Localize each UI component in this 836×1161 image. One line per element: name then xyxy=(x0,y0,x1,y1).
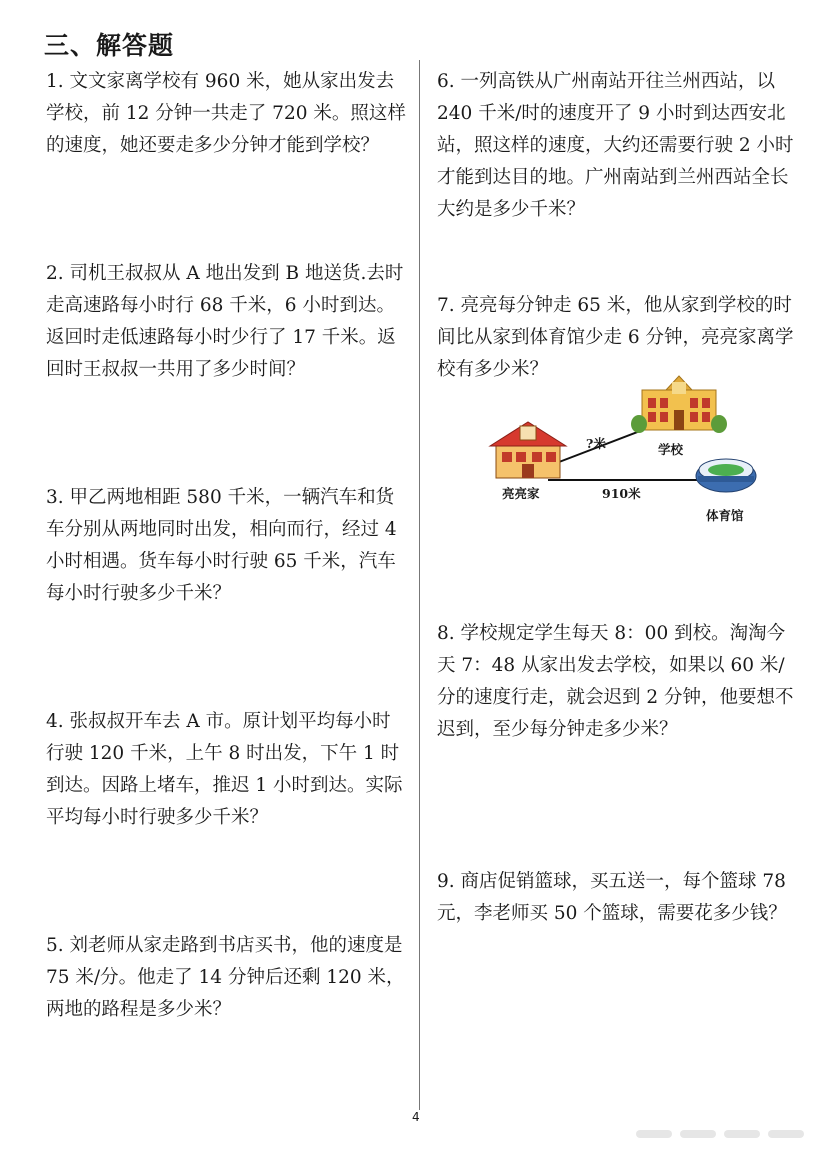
distance-diagram xyxy=(486,372,786,522)
question-2: 2. 司机王叔叔从 A 地出发到 B 地送货.去时走高速路每小时行 68 千米，6 小时到达。返回时走低速路每小时少行了 17 千米。返回时王叔叔一共用了多少时间？ xyxy=(46,263,404,380)
question-1: 1. 文文家离学校有 960 米，她从家出发去学校，前 12 分钟一共走了 720 米。照这样的速度，她还要走多少分钟才能到学校？ xyxy=(46,71,406,156)
watermark-mark xyxy=(768,1130,804,1138)
house-icon xyxy=(490,422,566,478)
question-9: 9. 商店促销篮球，买五送一，每个篮球 78 元，李老师买 50 个篮球，需要花多少钱？ xyxy=(437,871,787,924)
watermark-mark xyxy=(724,1130,760,1138)
question-3: 3. 甲乙两地相距 580 千米，一辆汽车和货车分别从两地同时出发，相向而行，经过 4 小时相遇。货车每小时行驶 65 千米，汽车每小时行驶多少千米？ xyxy=(46,487,397,604)
question-4: 4. 张叔叔开车去 A 市。原计划平均每小时行驶 120 千米，上午 8 时出发，下午 1 时到达。因路上堵车，推迟 1 小时到达。实际平均每小时行驶多少千米？ xyxy=(46,711,403,828)
stadium-icon xyxy=(696,459,756,492)
question-6: 6. 一列高铁从广州南站开往兰州西站，以 240 千米/时的速度开了 9 小时到达西安北站，照这样的速度，大约还需要行驶 2 小时才能到达目的地。广州南站到兰州西站全长大约是多少千米？ xyxy=(437,71,794,220)
question-5: 5. 刘老师从家走路到书店买书，他的速度是 75 米/分。他走了 14 分钟后还剩 120 米，两地的路程是多少米？ xyxy=(46,935,405,1020)
column-divider xyxy=(419,60,420,1110)
school-icon xyxy=(631,376,727,433)
known-distance-label: 910米 xyxy=(602,486,641,501)
watermark-mark xyxy=(636,1130,672,1138)
home-label: 亮亮家 xyxy=(502,486,540,501)
section-title: 三、解答题 xyxy=(44,31,175,60)
watermark-mark xyxy=(680,1130,716,1138)
unknown-distance-label: ?米 xyxy=(586,436,606,451)
question-8: 8. 学校规定学生每天 8：00 到校。淘淘今天 7：48 从家出发去学校，如果以 60 米/分的速度行走，就会迟到 2 分钟，他要想不迟到，至少每分钟走多少米？ xyxy=(437,623,794,740)
school-label: 学校 xyxy=(658,442,684,457)
page-number: 4 xyxy=(412,1110,420,1124)
gym-label: 体育馆 xyxy=(706,508,744,523)
question-7: 7. 亮亮每分钟走 65 米，他从家到学校的时间比从家到体育馆少走 6 分钟，亮亮家离学校有多少米？ xyxy=(437,295,794,380)
